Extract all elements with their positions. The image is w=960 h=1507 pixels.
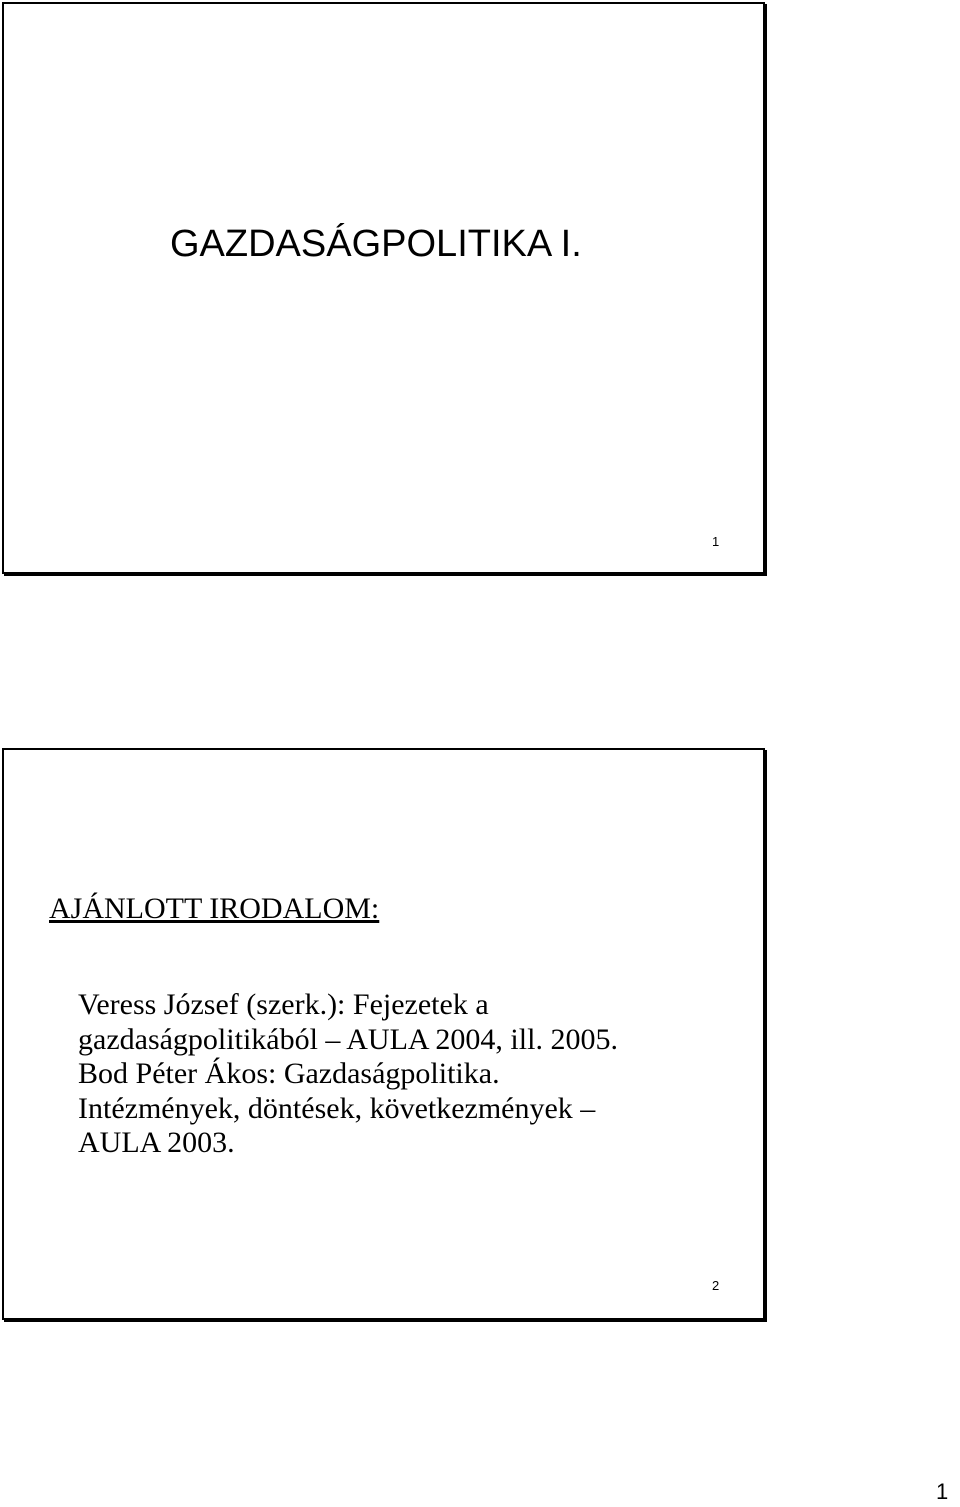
reading-list-line: gazdaságpolitikából – AULA 2004, ill. 2005. xyxy=(78,1022,618,1056)
reading-list xyxy=(78,988,618,1161)
reading-list-line: Bod Péter Ákos: Gazdaságpolitika. xyxy=(78,1057,500,1090)
reading-list-line: AULA 2003. xyxy=(78,1126,235,1159)
slide-title: GAZDASÁGPOLITIKA I. xyxy=(170,223,582,265)
page-number: 1 xyxy=(936,1479,949,1504)
reading-list-heading: AJÁNLOTT IRODALOM: xyxy=(49,892,380,925)
reading-list-line: Veress József (szerk.): Fejezetek a xyxy=(78,988,489,1021)
slide-number: 2 xyxy=(712,1278,720,1293)
slide-1 xyxy=(2,2,765,574)
reading-list-line: Intézmények, döntések, következmények – xyxy=(78,1091,596,1125)
slide-2 xyxy=(2,748,765,1320)
slide-number: 1 xyxy=(712,534,720,549)
